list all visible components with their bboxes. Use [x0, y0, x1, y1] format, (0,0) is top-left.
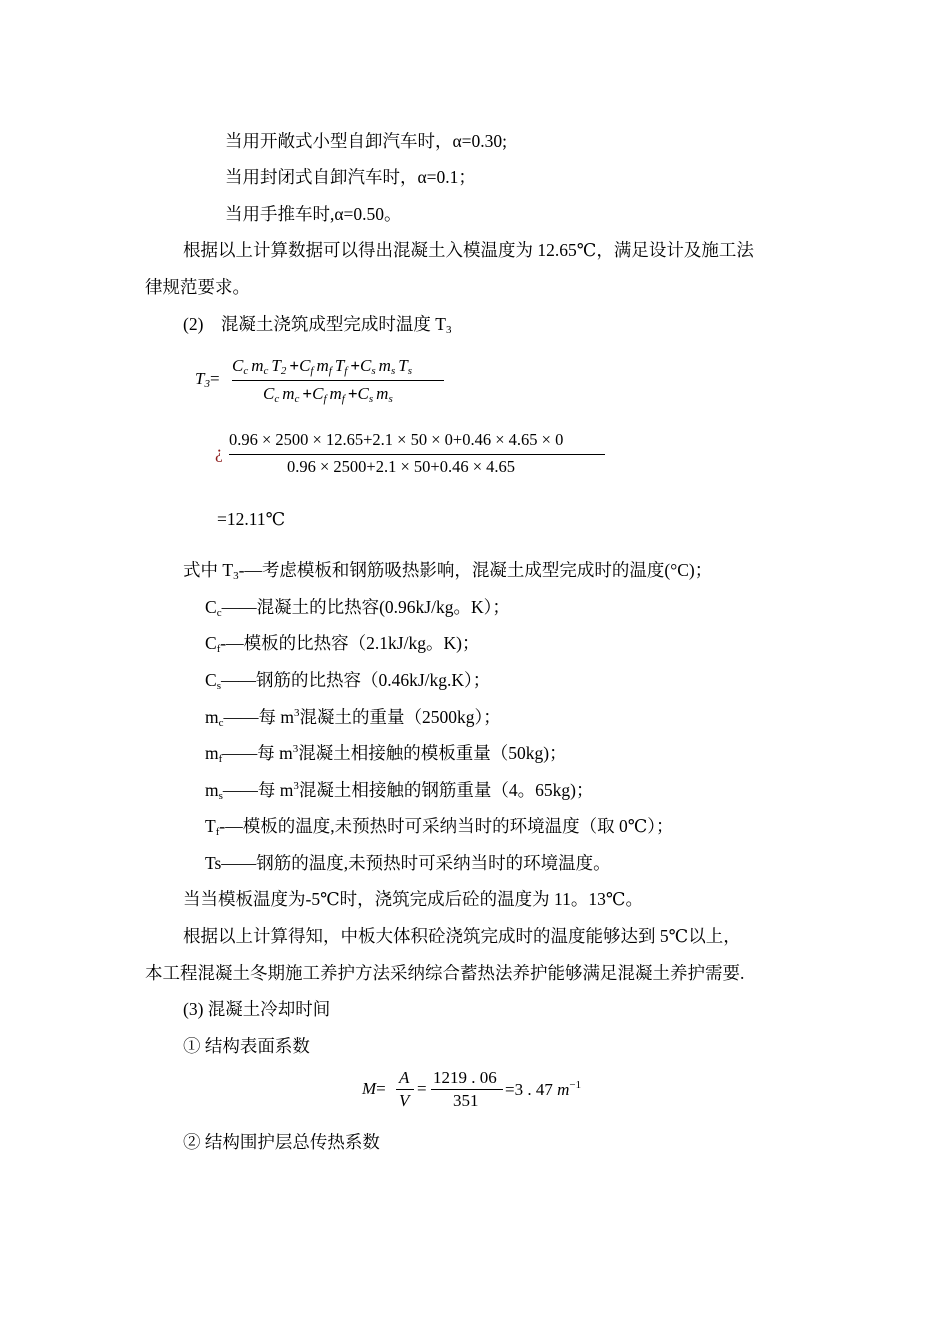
- definition-text: 混凝土相接触的钢筋重量（4。65kg)；: [298, 780, 594, 800]
- formula-symbol: T: [195, 369, 205, 388]
- formula-symbol: T: [334, 356, 345, 375]
- definition-item: [205, 667, 490, 692]
- formula-rhs: [505, 1079, 581, 1100]
- formula-value: =3 . 47: [505, 1080, 553, 1099]
- subscript: f: [323, 393, 327, 405]
- formula-lhs: [362, 1079, 386, 1099]
- text: -—考虑模板和钢筋吸热影响，混凝土成型完成时的温度(°C)；: [238, 560, 713, 580]
- definition-item: [205, 594, 510, 619]
- subscript: f: [328, 365, 332, 377]
- definition-text: -—模板的温度,未预热时可采纳当时的环境温度（取 0℃）；: [219, 816, 674, 836]
- section-heading: (3) 混凝土冷却时间: [183, 999, 331, 1019]
- definition-intro: [183, 557, 712, 582]
- heading-text: (2) 混凝土浇筑成型完成时温度 T: [183, 314, 446, 334]
- formula-numerator: A: [399, 1068, 410, 1087]
- formula-symbol: C: [263, 384, 275, 403]
- text: 式中 T: [183, 560, 234, 580]
- definition-text: ——每 m: [222, 780, 294, 800]
- formula-symbol: M: [362, 1079, 377, 1098]
- definition-text: -—模板的比热容（2.1kJ/kg。K)；: [220, 633, 480, 653]
- formula-symbol: m: [376, 384, 389, 403]
- symbol: m: [205, 780, 219, 800]
- subscript: f: [215, 826, 220, 838]
- text-line: 当用开敞式小型自卸汽车时，α=0.30;: [225, 131, 508, 151]
- formula-lhs: [195, 369, 220, 390]
- superscript: 3: [292, 743, 299, 755]
- symbol: T: [205, 816, 216, 836]
- paragraph-line: 本工程混凝土冬期施工养护方法采纳综合蓄热法养护能够满足混凝土养护需要.: [145, 963, 745, 983]
- subscript: 2: [280, 365, 287, 377]
- symbol: C: [205, 670, 217, 690]
- formula-denominator: V: [399, 1091, 410, 1110]
- formula-unit: m: [557, 1080, 570, 1099]
- subsection-heading: ② 结构围护层总传热系数: [183, 1132, 380, 1152]
- symbol: m: [205, 743, 219, 763]
- subscript: s: [216, 680, 221, 692]
- subscript: c: [216, 607, 222, 619]
- fraction-bar: [396, 1089, 414, 1090]
- subscript: s: [407, 365, 412, 377]
- subscript: f: [216, 643, 221, 655]
- formula-symbol: C: [232, 356, 244, 375]
- formula-t3-substitution: [215, 430, 615, 480]
- definition-text: ——每 m: [223, 707, 295, 727]
- definition-item: [205, 813, 674, 838]
- formula-symbol: m: [282, 384, 295, 403]
- formula-symbol: T: [271, 356, 281, 375]
- paragraph-line: 根据以上计算得知，中板大体积砼浇筑完成时的温度能够达到 5℃以上，: [183, 926, 741, 946]
- formula-numerator: 1219 . 06: [433, 1068, 497, 1087]
- paragraph-line: 律规范要求。: [145, 277, 250, 297]
- formula-symbol: m: [251, 356, 264, 375]
- symbol: C: [205, 597, 217, 617]
- equals-sign: =: [209, 369, 220, 388]
- subscript: c: [274, 393, 280, 405]
- definition-item: [205, 740, 567, 765]
- subscript: s: [390, 365, 396, 377]
- formula-prefix: ¿: [215, 442, 223, 462]
- superscript: 3: [294, 707, 300, 719]
- formula-symbol: C: [360, 356, 372, 375]
- formula-denominator: [263, 384, 396, 405]
- subsection-heading: ① 结构表面系数: [183, 1036, 310, 1056]
- fraction-bar: [229, 454, 605, 455]
- text-line: 当用封闭式自卸汽车时，α=0.1；: [225, 167, 476, 187]
- subscript: c: [294, 393, 300, 405]
- subscript: s: [218, 790, 223, 802]
- fraction-bar: [431, 1089, 503, 1090]
- definition-text: ——每 m: [222, 743, 293, 763]
- subscript: c: [218, 717, 224, 729]
- subscript: f: [310, 365, 314, 377]
- definition-item: [205, 777, 593, 802]
- definition-text: ——钢筋的比热容（0.46kJ/kg.K）；: [220, 670, 491, 690]
- formula-surface-coefficient: [362, 1068, 602, 1118]
- formula-symbol: C: [299, 356, 311, 375]
- formula-symbol: T: [398, 356, 408, 375]
- formula-result: =12.11℃: [217, 509, 286, 529]
- symbol: m: [205, 707, 219, 727]
- definition-item: Ts——钢筋的温度,未预热时可采纳当时的环境温度。: [205, 853, 611, 873]
- definition-text: 混凝土相接触的模板重量（50kg)；: [298, 743, 567, 763]
- operator: +: [302, 384, 313, 403]
- definition-text: 混凝土的重量（2500kg）；: [299, 707, 501, 727]
- subscript: c: [243, 365, 249, 377]
- subscript: s: [371, 365, 376, 377]
- subscript: c: [263, 365, 269, 377]
- superscript: 3: [293, 780, 299, 792]
- section-heading: [183, 311, 451, 336]
- paragraph-line: 当当模板温度为-5℃时，浇筑完成后砼的温度为 11。13℃。: [183, 889, 643, 909]
- definition-item: [205, 704, 501, 729]
- subscript: 3: [445, 324, 452, 336]
- formula-denominator: 0.96 × 2500+2.1 × 50+0.46 × 4.65: [287, 457, 516, 476]
- formula-symbol: m: [378, 356, 391, 375]
- formula-numerator: [232, 356, 415, 377]
- definition-text: ——混凝土的比热容(0.96kJ/kg。K）；: [221, 597, 510, 617]
- fraction-bar: [232, 380, 444, 381]
- formula-numerator: 0.96 × 2500 × 12.65+2.1 × 50 × 0+0.46 × 4.65 × 0: [229, 430, 564, 449]
- formula-symbol: m: [329, 384, 342, 403]
- subscript: 3: [204, 378, 210, 390]
- subscript: 3: [233, 570, 239, 582]
- formula-symbol: C: [357, 384, 369, 403]
- subscript: s: [368, 393, 374, 405]
- formula-symbol: C: [312, 384, 324, 403]
- formula-symbol: m: [316, 356, 329, 375]
- subscript: s: [388, 393, 393, 405]
- subscript: f: [218, 753, 223, 765]
- symbol: C: [205, 633, 217, 653]
- equals-sign: =: [417, 1079, 427, 1098]
- formula-t3-definition: [195, 352, 455, 412]
- operator: +: [289, 356, 300, 375]
- subscript: f: [341, 393, 345, 405]
- operator: +: [347, 384, 358, 403]
- superscript: −1: [569, 1079, 582, 1091]
- definition-item: [205, 630, 479, 655]
- paragraph-line: 根据以上计算数据可以得出混凝土入模温度为 12.65℃，满足设计及施工法: [183, 240, 754, 260]
- text-line: 当用手推车时,α=0.50。: [225, 204, 402, 224]
- operator: +: [350, 356, 361, 375]
- formula-denominator: 351: [453, 1091, 479, 1110]
- subscript: f: [344, 365, 348, 377]
- equals-sign: =: [376, 1079, 386, 1098]
